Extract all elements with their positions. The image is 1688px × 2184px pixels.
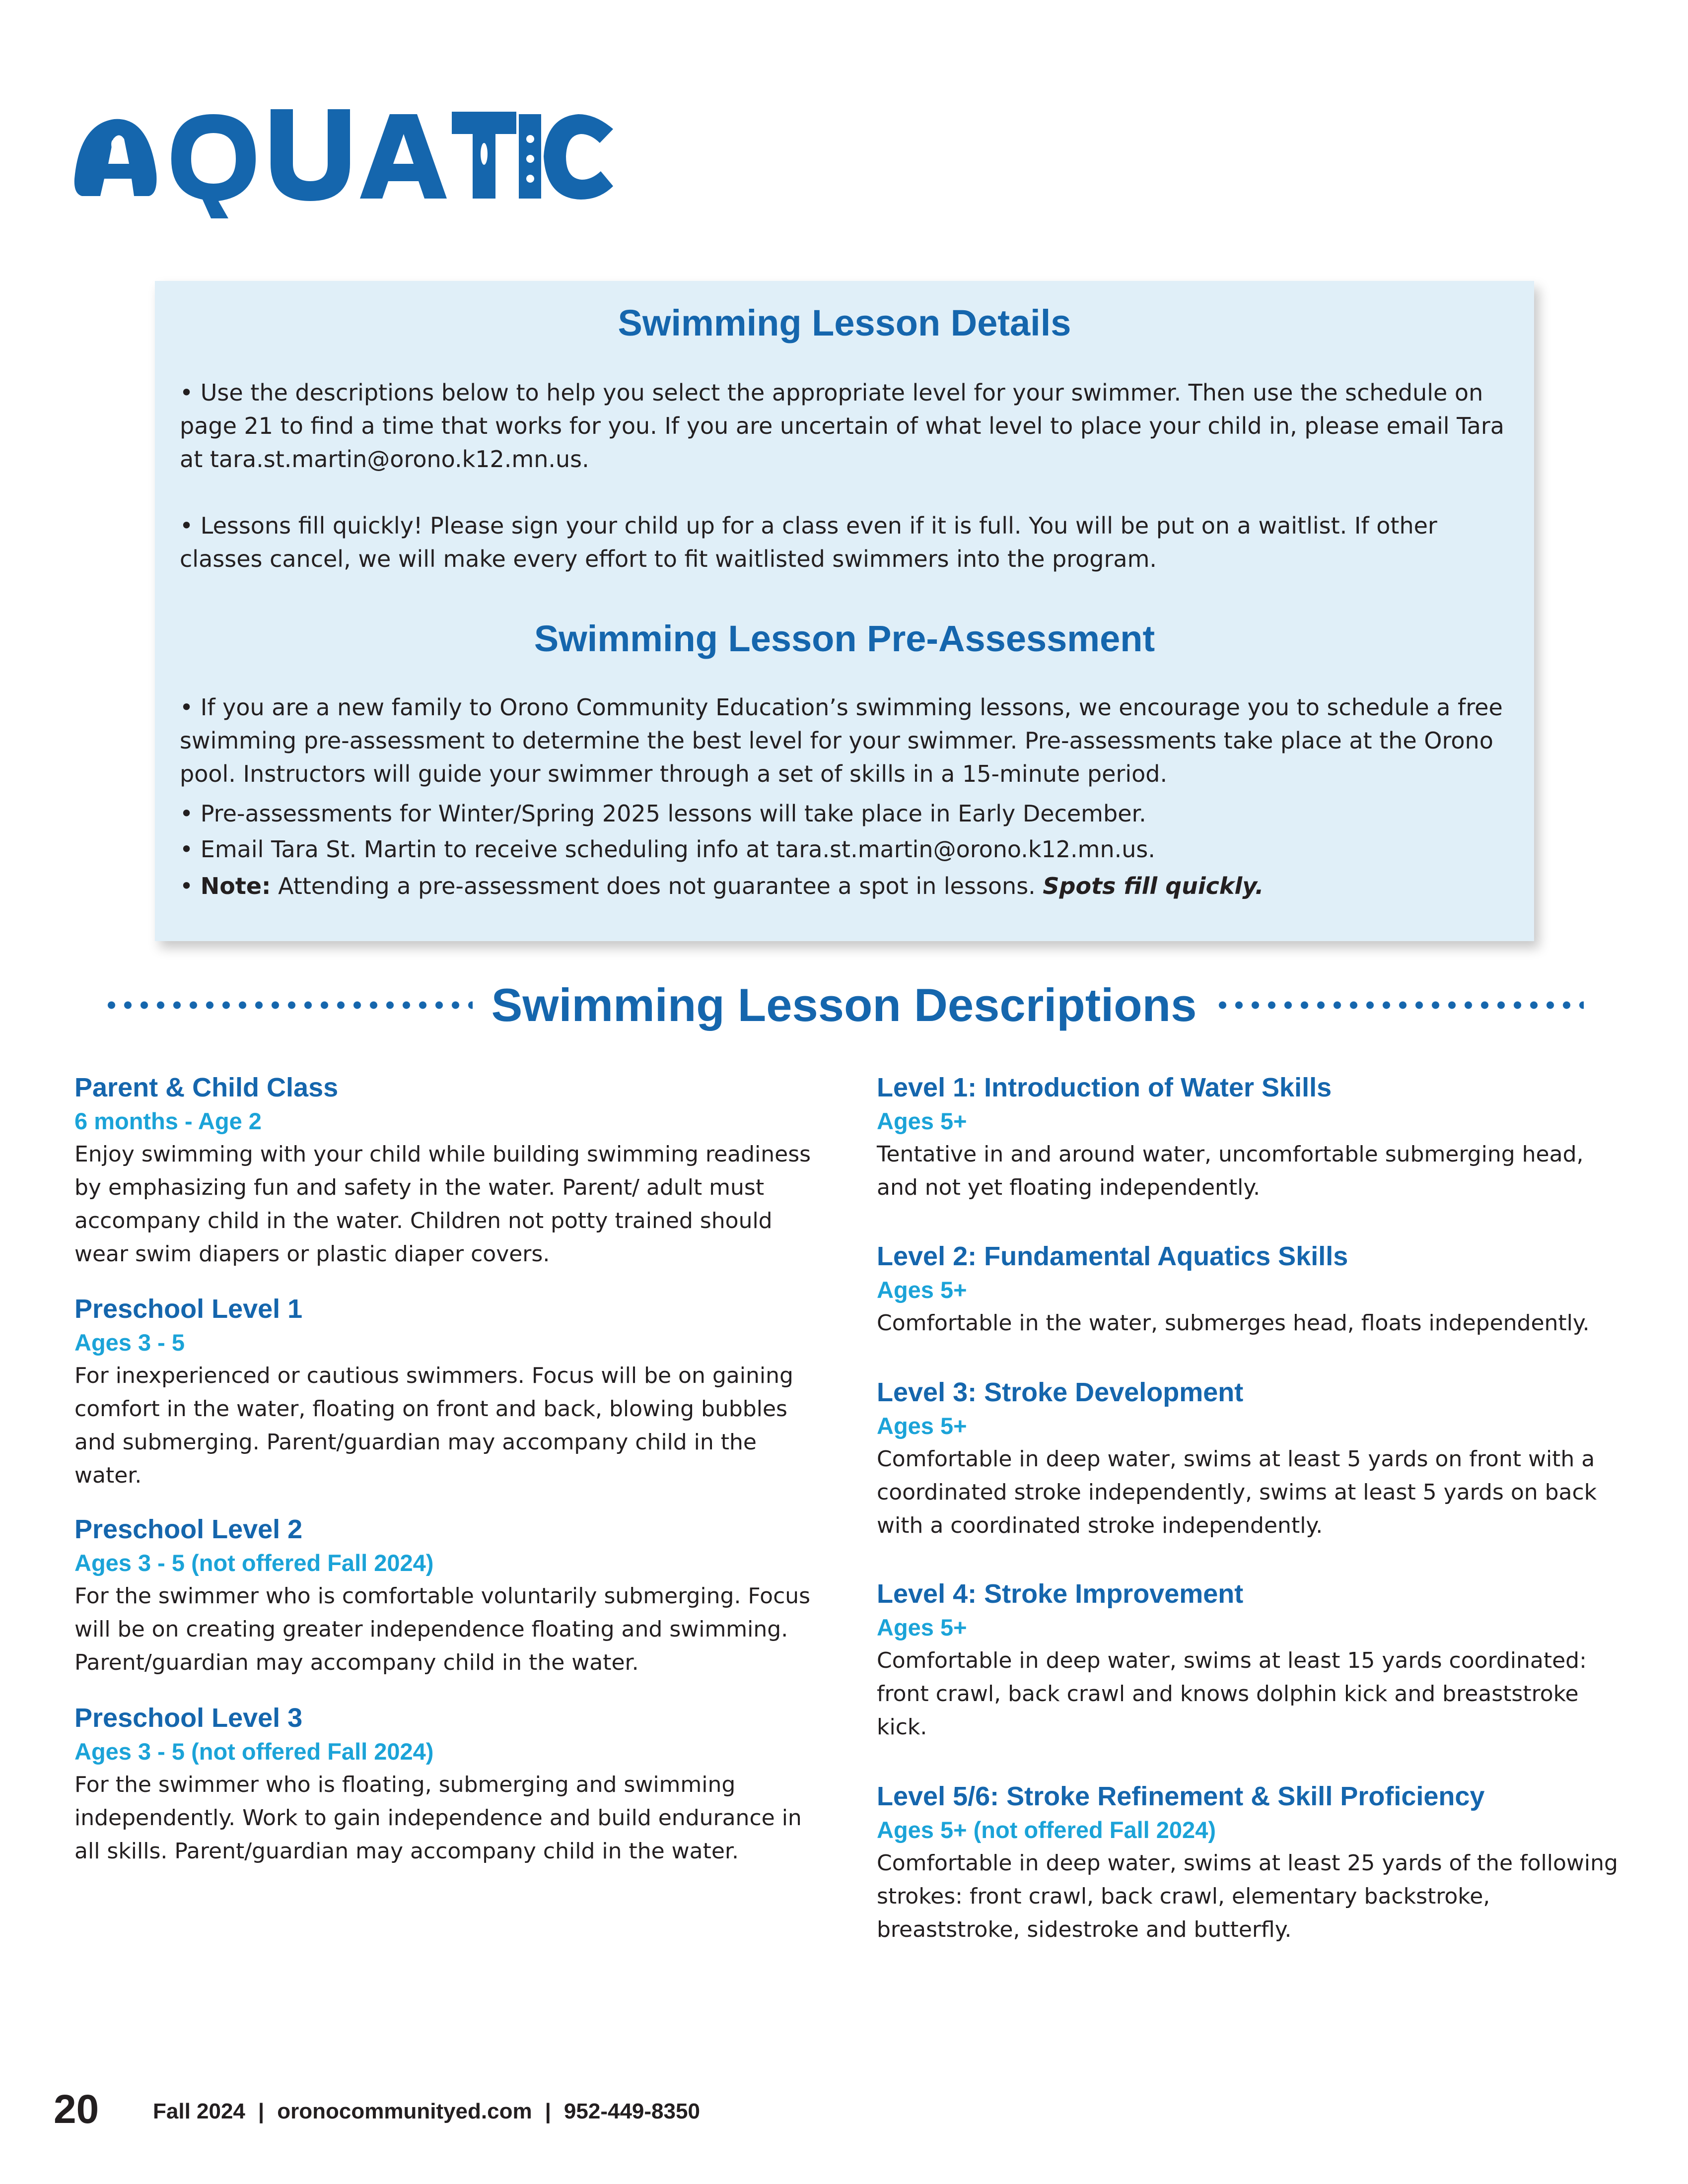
footer-website[interactable]: oronocommunityed.com (277, 2099, 532, 2123)
lesson-description: Comfortable in the water, submerges head, floats independently. (877, 1310, 1590, 1336)
details-paragraph-1: • Use the descriptions below to help you select the appropriate level for your swimmer. Then use the schedule on page 21 to find a time that works for you. If you are uncertain of what level to place your child in, please email Tara at tara.st.martin@orono.k12.mn.us. (180, 379, 1504, 473)
footer-separator: | (545, 2099, 551, 2123)
lesson-title: Preschool Level 1 (74, 1294, 303, 1324)
lesson-title: Preschool Level 2 (74, 1514, 303, 1544)
details-paragraph-2: • Lessons fill quickly! Please sign your child up for a class even if it is full. You will be put on a waitlist. If other classes cancel, we will make every effort to fit waitlisted swimmers into the program. (180, 512, 1437, 572)
footer-phone: 952-449-8350 (563, 2099, 700, 2123)
lesson-title: Preschool Level 3 (74, 1703, 303, 1733)
lesson-title: Parent & Child Class (74, 1073, 339, 1102)
page-number: 20 (54, 2087, 99, 2132)
lesson-parent-child (74, 1070, 819, 1271)
lesson-title: Level 2: Fundamental Aquatics Skills (877, 1241, 1348, 1271)
note-text: Attending a pre-assessment does not guarantee a spot in lessons. (271, 873, 1043, 899)
lesson-details-box (155, 281, 1534, 941)
footer-season: Fall 2024 (153, 2099, 245, 2123)
lesson-preschool-2 (74, 1512, 819, 1679)
lesson-title: Level 1: Introduction of Water Skills (877, 1073, 1332, 1102)
lesson-description: Comfortable in deep water, swims at least 5 yards on front with a coordinated stroke independently, swims at least 5 yards on back with a coordinated stroke independently. (877, 1446, 1597, 1538)
lesson-title: Level 5/6: Stroke Refinement & Skill Proficiency (877, 1781, 1485, 1811)
descriptions-title: Swimming Lesson Descriptions (491, 979, 1197, 1031)
lesson-level-2 (877, 1239, 1621, 1340)
descriptions-header (94, 978, 1594, 1032)
lesson-age: 6 months - Age 2 (74, 1108, 262, 1134)
lesson-description: For the swimmer who is comfortable voluntarily submerging. Focus will be on creating greater independence floating and swimming. Parent/guardian may accompany child in the water. (74, 1583, 811, 1675)
dotted-rule-right (1214, 998, 1584, 1013)
preassessment-bullet-2: • Pre-assessments for Winter/Spring 2025 lessons will take place in Early December. (180, 800, 1146, 827)
note-label: Note: (200, 873, 271, 899)
preassessment-bullet-1: • If you are a new family to Orono Community Education’s swimming lessons, we encourage you to schedule a free swimming pre-assessment to determine the best level for your swimmer. Pre-assessments take place at the Orono pool. Instructors will guide your swimmer through a set of skills in a 15-minute period. (180, 694, 1503, 787)
lesson-level-1 (877, 1070, 1621, 1204)
lesson-level-3 (877, 1375, 1621, 1542)
lesson-age: Ages 3 - 5 (74, 1329, 185, 1356)
footer-info (153, 2092, 700, 2131)
lesson-age: Ages 3 - 5 (not offered Fall 2024) (74, 1550, 434, 1576)
bullet-4-prefix: • (180, 873, 201, 899)
lesson-preschool-3 (74, 1701, 819, 1868)
page-footer (54, 2085, 1047, 2134)
logo-text: AQUATICS (343, 220, 348, 221)
lesson-description: For the swimmer who is floating, submerging and swimming independently. Work to gain independence and build endurance in all skills. Parent/guardian may accompany child in the water. (74, 1772, 802, 1864)
lesson-level-5-6 (877, 1779, 1621, 1946)
footer-separator: | (258, 2099, 265, 2123)
lesson-age: Ages 5+ (877, 1614, 967, 1640)
lesson-description: Tentative in and around water, uncomfortable submerging head, and not yet floating independently. (877, 1142, 1584, 1200)
preassessment-bullet-4 (180, 870, 1510, 903)
lesson-age: Ages 5+ (not offered Fall 2024) (877, 1817, 1216, 1843)
lesson-title: Level 4: Stroke Improvement (877, 1579, 1244, 1609)
lesson-description: Comfortable in deep water, swims at least 25 yards of the following strokes: front crawl, back crawl, elementary backstroke, breaststroke, sidestroke and butterfly. (877, 1850, 1618, 1942)
preassessment-heading: Swimming Lesson Pre-Assessment (534, 618, 1155, 659)
lesson-description: Comfortable in deep water, swims at least 15 yards coordinated: front crawl, back crawl and knows dolphin kick and breaststroke kick. (877, 1648, 1587, 1740)
preassessment-bullet-3: • Email Tara St. Martin to receive scheduling info at tara.st.martin@orono.k12.mn.us. (180, 836, 1155, 863)
lesson-preschool-1 (74, 1292, 819, 1492)
note-emphasis: Spots fill quickly. (1043, 873, 1264, 899)
lesson-age: Ages 3 - 5 (not offered Fall 2024) (74, 1738, 434, 1765)
aquatics-logo (70, 94, 616, 223)
aquatics-logo-art (70, 94, 616, 223)
details-heading: Swimming Lesson Details (618, 302, 1071, 343)
lesson-age: Ages 5+ (877, 1277, 967, 1303)
lesson-level-4 (877, 1576, 1621, 1744)
lesson-description: Enjoy swimming with your child while building swimming readiness by emphasizing fun and safety in the water. Parent/ adult must accompany child in the water. Children not potty trained should wear swim diapers or plastic diaper covers. (74, 1142, 811, 1267)
lesson-title: Level 3: Stroke Development (877, 1377, 1244, 1407)
lesson-age: Ages 5+ (877, 1108, 967, 1134)
lesson-description: For inexperienced or cautious swimmers. Focus will be on gaining comfort in the water, floating on front and back, blowing bubbles and submerging. Parent/guardian may accompany child in the water. (74, 1363, 793, 1488)
lesson-age: Ages 5+ (877, 1413, 967, 1439)
